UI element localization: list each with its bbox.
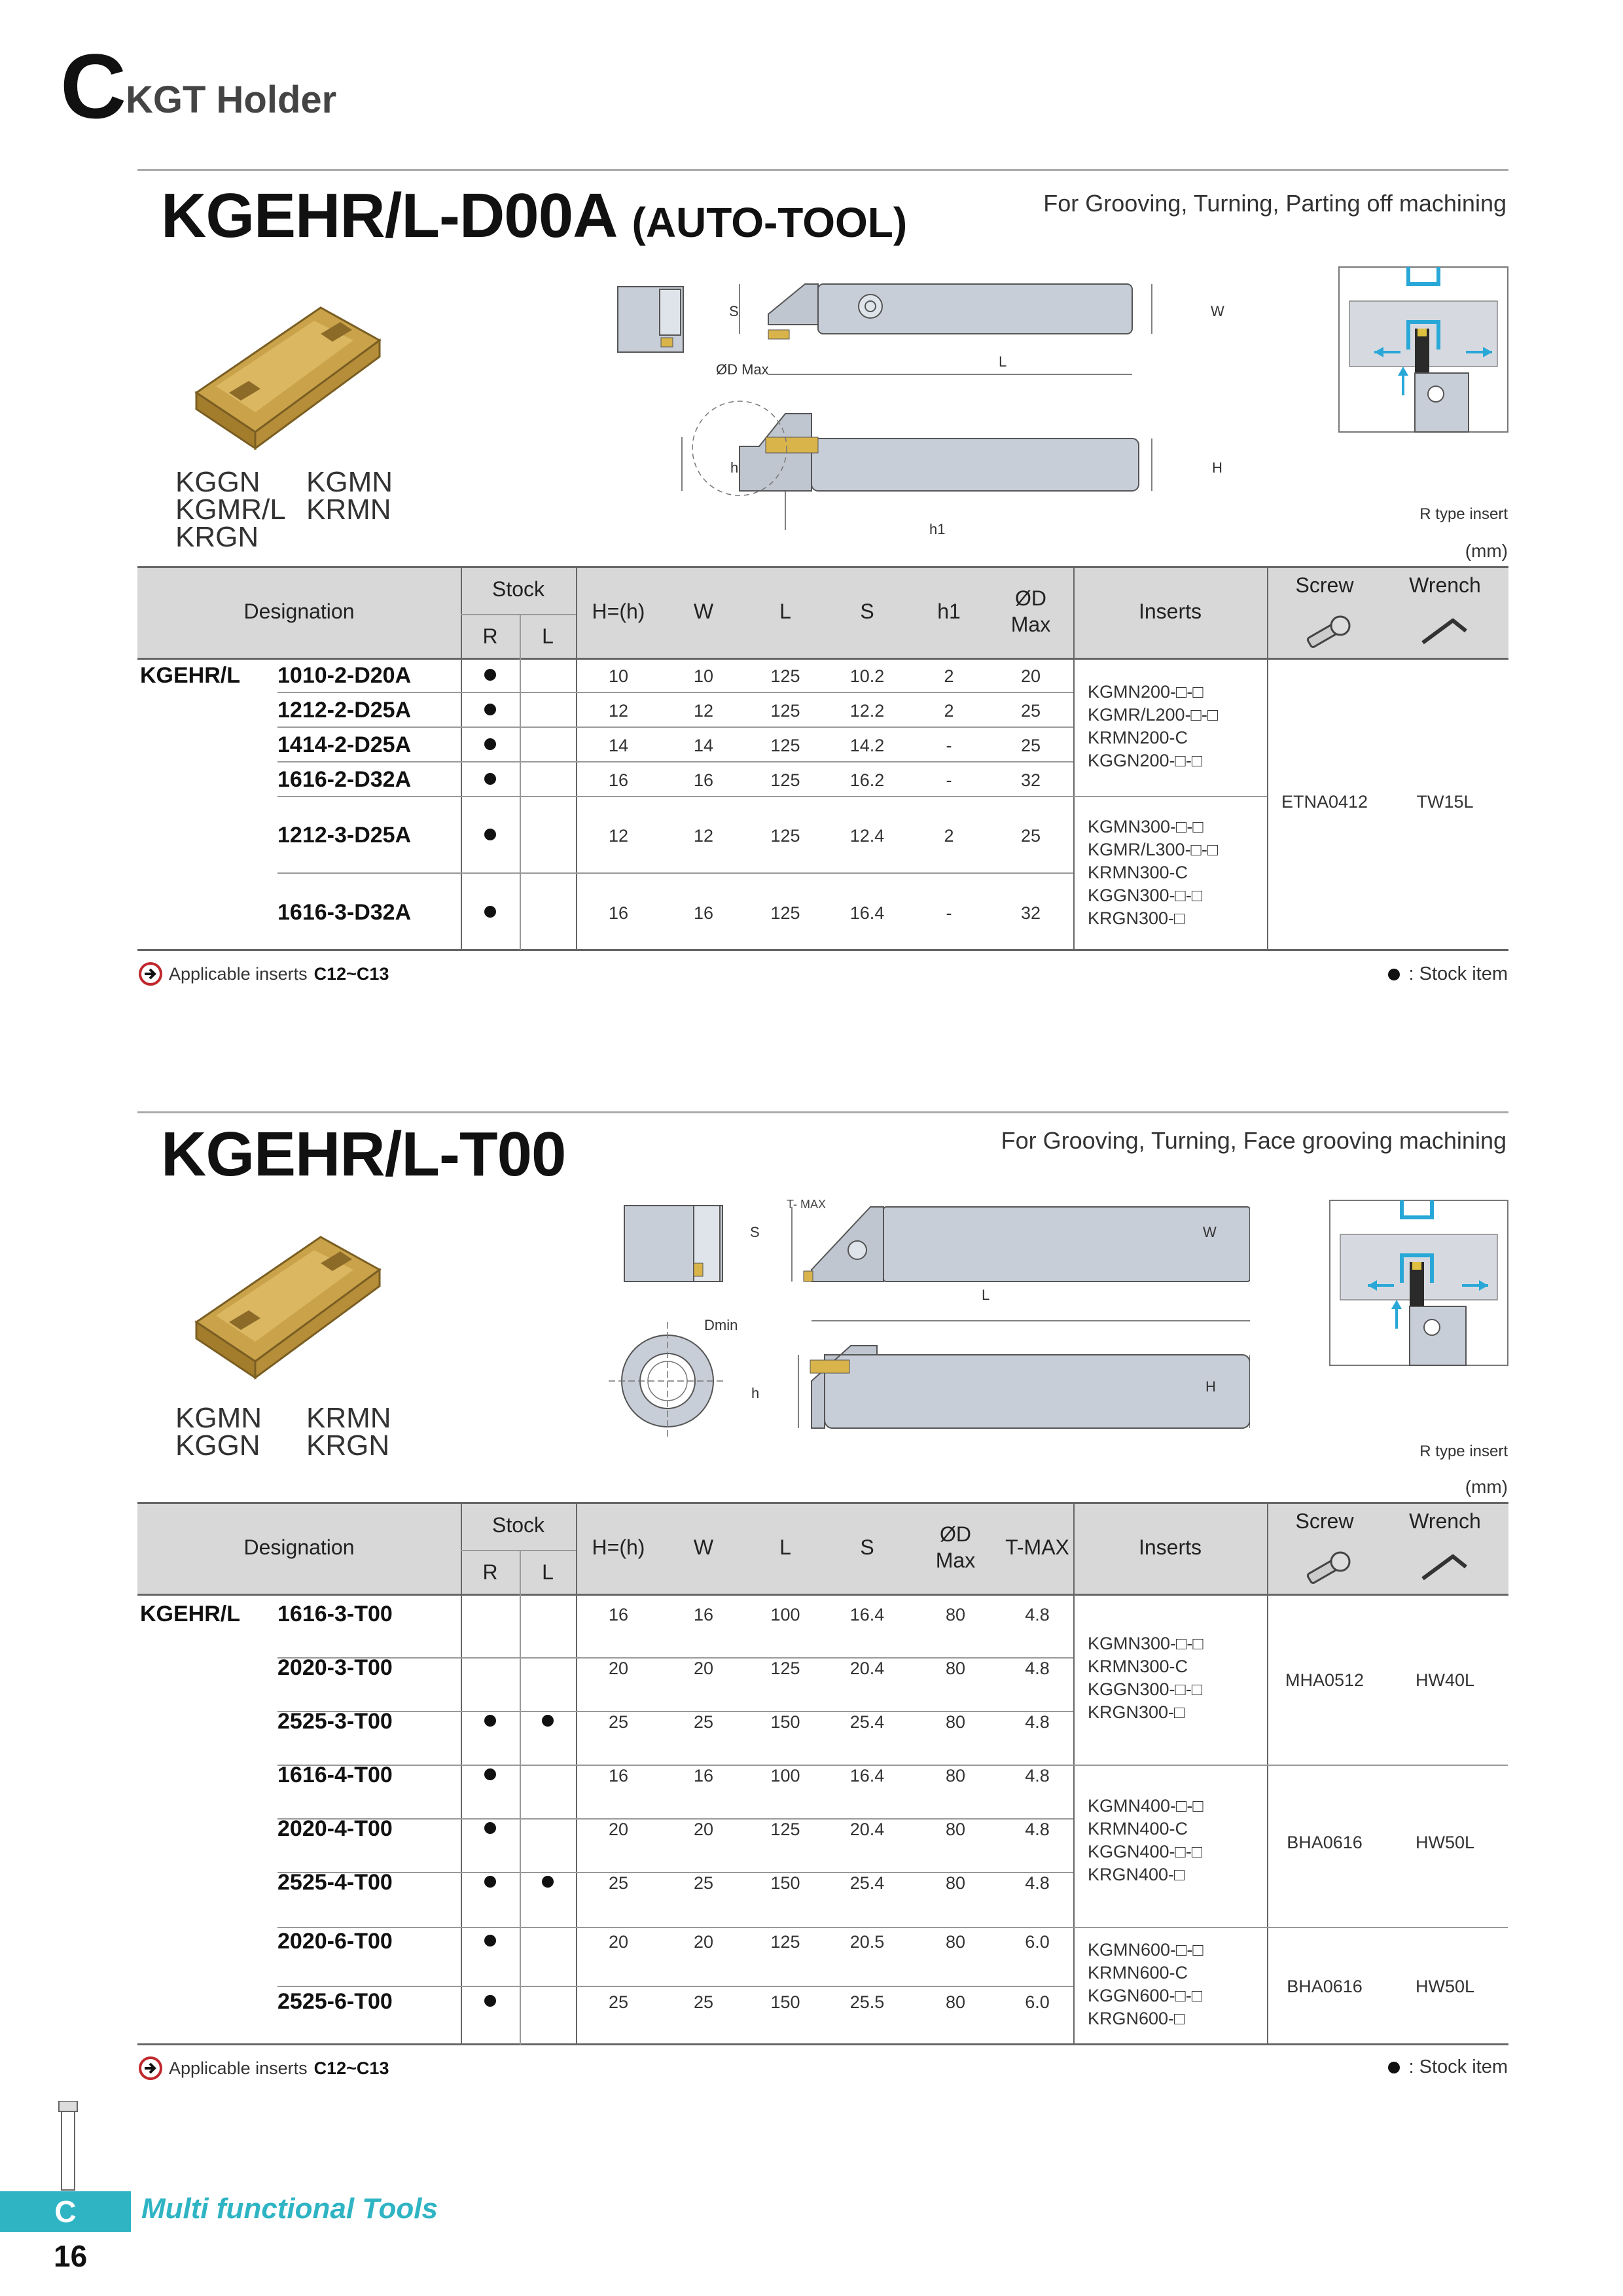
- designation-code: 1616-2-D32A: [277, 767, 412, 792]
- unit-label: (mm): [1465, 1477, 1508, 1497]
- table-cell: -: [946, 736, 952, 755]
- col-l: L: [779, 1535, 791, 1559]
- table-cell: 16: [608, 903, 629, 923]
- table-cell: 16: [693, 770, 714, 790]
- dim-label-tmax: T- MAX: [787, 1198, 827, 1211]
- insert-code: KGMN600-□-□: [1088, 1940, 1204, 1960]
- tool-thumbnail-icon: [55, 2101, 81, 2193]
- stock-dot-icon: [1388, 969, 1400, 980]
- insert-code: KGGN600-□-□: [1088, 1986, 1203, 2005]
- insert-code: KRMN300-C: [1088, 863, 1188, 882]
- table-cell: 20.5: [849, 1932, 885, 1952]
- table-cell: 20: [608, 1932, 629, 1952]
- applicable-inserts-note: [139, 962, 389, 986]
- section1-title: [161, 181, 908, 251]
- col-inserts: Inserts: [1138, 1535, 1202, 1559]
- insert-code: KGGN400-□-□: [1088, 1842, 1203, 1861]
- insert-code: KRMN300-C: [1088, 1657, 1188, 1676]
- table-cell: 25: [1020, 826, 1041, 846]
- designation-code: 1010-2-D20A: [277, 663, 412, 688]
- wrench-code: HW40L: [1415, 1670, 1475, 1690]
- table-cell: 25: [608, 1712, 629, 1732]
- table-cell: 20: [693, 1659, 714, 1678]
- chapter-tab[interactable]: C: [0, 2191, 131, 2232]
- table-cell: 32: [1020, 770, 1041, 790]
- table-cell: 2: [944, 701, 954, 721]
- section2-purpose: For Grooving, Turning, Face grooving machining: [1001, 1127, 1507, 1154]
- table-cell: 16: [693, 1605, 714, 1624]
- table-cell: 4.8: [1025, 1820, 1050, 1839]
- section1-purpose: For Grooving, Turning, Parting off machining: [1043, 190, 1507, 217]
- designation-code: 2020-4-T00: [277, 1816, 393, 1841]
- insert-label: KGMN: [175, 1402, 262, 1434]
- insertion-view: [1329, 1199, 1509, 1367]
- table-cell: 20: [608, 1659, 629, 1678]
- stock-dot-icon: [484, 906, 496, 918]
- col-w: W: [693, 1535, 714, 1559]
- table-cell: 125: [770, 666, 800, 686]
- stock-dot-icon: [542, 1715, 554, 1727]
- arrow-circle-icon: [139, 962, 162, 986]
- table-cell: 12.2: [849, 701, 885, 721]
- table-cell: -: [946, 903, 952, 923]
- table-cell: 25: [1020, 701, 1041, 721]
- col-dmax: ØD: [940, 1522, 971, 1546]
- stock-legend: [1388, 963, 1508, 985]
- designation-code: 2525-4-T00: [277, 1870, 393, 1895]
- note-label: Applicable inserts: [169, 963, 308, 984]
- insert-code: KRGN400-□: [1088, 1865, 1185, 1884]
- table-cell: -: [946, 770, 952, 790]
- table-cell: 125: [770, 1659, 800, 1678]
- table-cell: 16: [608, 770, 629, 790]
- designation-code: 2020-6-T00: [277, 1929, 393, 1954]
- table-cell: 25.5: [849, 1992, 885, 2012]
- insert-label: KRGN: [306, 1429, 390, 1462]
- section1-title-sub: (AUTO-TOOL): [632, 199, 908, 246]
- table-cell: 16.2: [849, 770, 885, 790]
- insert-label: KRMN: [306, 493, 391, 526]
- col-stock: Stock: [491, 577, 545, 601]
- legend-text: : Stock item: [1408, 963, 1508, 984]
- table-cell: 4.8: [1025, 1766, 1050, 1785]
- table-cell: 25: [693, 1712, 714, 1732]
- table-cell: 16: [608, 1766, 629, 1785]
- table-cell: 14.2: [849, 736, 885, 755]
- col-s: S: [860, 1535, 874, 1559]
- table-cell: 25: [693, 1873, 714, 1893]
- dim-label-s: S: [750, 1224, 760, 1240]
- table-cell: 20.4: [849, 1820, 885, 1839]
- col-stock-r: R: [482, 1560, 498, 1584]
- col-screw: Screw: [1295, 573, 1354, 597]
- table-cell: 80: [945, 1820, 966, 1839]
- table-cell: 4.8: [1025, 1605, 1050, 1624]
- col-h: H=(h): [592, 600, 645, 623]
- table-cell: 150: [770, 1712, 800, 1732]
- stock-legend: [1388, 2056, 1508, 2078]
- table-cell: 80: [945, 1932, 966, 1952]
- chapter-letter: C: [60, 35, 124, 137]
- table-cell: 80: [945, 1605, 966, 1624]
- rtype-caption: R type insert: [1419, 505, 1508, 523]
- insert-code: KRMN400-C: [1088, 1819, 1188, 1839]
- designation-prefix: KGEHR/L: [140, 1602, 240, 1626]
- col-h1: h1: [937, 600, 961, 623]
- insert-label: KRMN: [306, 1402, 391, 1434]
- table-cell: 125: [770, 1932, 800, 1952]
- designation-code: 2525-6-T00: [277, 1989, 393, 2014]
- table-cell: 10: [693, 666, 714, 686]
- insert-code: KRGN600-□: [1088, 2009, 1185, 2028]
- stock-dot-icon: [484, 704, 496, 715]
- table-cell: 6.0: [1025, 1992, 1050, 2012]
- insert-code: KGMR/L300-□-□: [1088, 840, 1219, 859]
- col-w: W: [693, 600, 714, 623]
- col-screw: Screw: [1295, 1509, 1354, 1533]
- insert-image: [190, 301, 393, 452]
- rtype-caption: R type insert: [1419, 1443, 1508, 1460]
- table-cell: 20.4: [849, 1659, 885, 1678]
- table-cell: 12: [608, 826, 629, 846]
- col-h: H=(h): [592, 1535, 645, 1559]
- note-label: Applicable inserts: [169, 2058, 308, 2078]
- insert-code: KGGN300-□-□: [1088, 886, 1203, 905]
- table-cell: 16.4: [849, 1766, 885, 1785]
- table-cell: 14: [608, 736, 629, 755]
- insert-label: KGGN: [175, 466, 260, 498]
- stock-dot-icon: [484, 1822, 496, 1834]
- dim-label-l: L: [999, 353, 1007, 370]
- table-cell: 16: [693, 1766, 714, 1785]
- note-pages[interactable]: C12~C13: [313, 963, 389, 984]
- designation-code: 2525-3-T00: [277, 1709, 393, 1734]
- designation-code: 2020-3-T00: [277, 1655, 393, 1680]
- insertion-view: [1338, 266, 1509, 433]
- table-cell: 125: [770, 770, 800, 790]
- table-cell: 80: [945, 1992, 966, 2012]
- table-cell: 20: [1020, 666, 1041, 686]
- table-cell: 2: [944, 666, 954, 686]
- table-cell: 12: [608, 701, 629, 721]
- dim-label-hh: H: [1212, 459, 1222, 476]
- col-designation: Designation: [243, 1535, 355, 1559]
- screw-code: ETNA0412: [1281, 792, 1368, 812]
- insert-label: KGMR/L: [175, 493, 286, 526]
- dim-label-w: W: [1211, 303, 1224, 319]
- table-cell: 4.8: [1025, 1873, 1050, 1893]
- table-cell: 80: [945, 1712, 966, 1732]
- table-cell: 2: [944, 826, 954, 846]
- dim-label-l: L: [982, 1287, 990, 1303]
- page-number: 16: [54, 2239, 88, 2273]
- table-cell: 125: [770, 1820, 800, 1839]
- designation-code: 1414-2-D25A: [277, 732, 412, 757]
- footer-section-title: Multi functional Tools: [141, 2193, 438, 2225]
- table-cell: 80: [945, 1766, 966, 1785]
- designation-code: 1616-3-T00: [277, 1602, 393, 1626]
- chapter-title: KGT Holder: [126, 79, 337, 121]
- wrench-code: TW15L: [1416, 792, 1474, 812]
- applicable-inserts-note: [139, 2056, 389, 2080]
- insert-code: KRGN300-□: [1088, 908, 1185, 928]
- insert-code: KRGN300-□: [1088, 1702, 1185, 1722]
- col-stock: Stock: [491, 1513, 545, 1537]
- table-cell: 25: [693, 1992, 714, 2012]
- screw-code: MHA0512: [1285, 1670, 1364, 1690]
- table-cell: 25: [1020, 736, 1041, 755]
- col-wrench: Wrench: [1409, 1509, 1481, 1533]
- table-cell: 125: [770, 736, 800, 755]
- dim-label-h: h: [730, 459, 739, 476]
- table-cell: 32: [1020, 903, 1041, 923]
- stock-dot-icon: [484, 1995, 496, 2007]
- holder-drawing: [596, 1198, 1250, 1460]
- stock-dot-icon: [484, 669, 496, 681]
- table-cell: 150: [770, 1992, 800, 2012]
- dim-label-w: W: [1203, 1224, 1217, 1240]
- table-cell: 80: [945, 1873, 966, 1893]
- unit-label: (mm): [1465, 541, 1508, 561]
- screw-code: BHA0616: [1287, 1833, 1363, 1852]
- designation-code: 1616-4-T00: [277, 1763, 393, 1787]
- section1-top-rule: [137, 169, 1508, 171]
- insert-label: KRGN: [175, 521, 259, 553]
- table-header-border: [137, 658, 1508, 660]
- insert-code: KGMN200-□-□: [1088, 682, 1204, 702]
- holder-drawing: [609, 275, 1263, 550]
- stock-dot-icon: [484, 738, 496, 750]
- table-top-border: [137, 566, 1508, 568]
- col-dmax-max: Max: [935, 1549, 976, 1572]
- table-cell: 14: [693, 736, 714, 755]
- table-cell: 12: [693, 826, 714, 846]
- legend-text: : Stock item: [1408, 2056, 1508, 2077]
- table-cell: 100: [770, 1766, 800, 1785]
- insert-code: KGMN300-□-□: [1088, 1634, 1204, 1653]
- section2-top-rule: [137, 1111, 1508, 1113]
- table-cell: 125: [770, 826, 800, 846]
- designation-code: 1616-3-D32A: [277, 900, 412, 925]
- table-cell: 80: [945, 1659, 966, 1678]
- table-cell: 20: [608, 1820, 629, 1839]
- dim-label-h: h: [751, 1385, 760, 1401]
- col-inserts: Inserts: [1138, 600, 1202, 623]
- stock-dot-icon: [542, 1876, 554, 1888]
- wrench-code: HW50L: [1415, 1977, 1475, 1996]
- col-stock-l: L: [542, 624, 554, 648]
- table-cell: 16.4: [849, 1605, 885, 1624]
- col-s: S: [860, 600, 874, 623]
- dim-label-dmax: ØD Max: [716, 361, 769, 378]
- section2-title: KGEHR/L-T00: [161, 1119, 566, 1189]
- table-cell: 16.4: [849, 903, 885, 923]
- stock-dot-icon: [484, 773, 496, 785]
- table-cell: 16: [608, 1605, 629, 1624]
- table-cell: 4.8: [1025, 1659, 1050, 1678]
- table-cell: 150: [770, 1873, 800, 1893]
- insert-code: KGMN300-□-□: [1088, 817, 1204, 836]
- designation-prefix: KGEHR/L: [140, 663, 240, 688]
- stock-dot-icon: [484, 1876, 496, 1888]
- stock-dot-icon: [484, 1768, 496, 1780]
- screw-icon: [1302, 1549, 1355, 1588]
- col-dmax-max: Max: [1010, 613, 1051, 636]
- section1-title-main: KGEHR/L-D00A: [161, 181, 615, 251]
- dim-label-hh: H: [1205, 1378, 1216, 1395]
- insert-image: [190, 1230, 393, 1381]
- dim-label-dmin: Dmin: [704, 1317, 738, 1333]
- wrench-icon: [1419, 613, 1471, 652]
- arrow-circle-icon: [139, 2056, 162, 2080]
- table-cell: 20: [693, 1932, 714, 1952]
- wrench-code: HW50L: [1415, 1833, 1475, 1852]
- note-pages[interactable]: C12~C13: [313, 2058, 389, 2078]
- col-designation: Designation: [243, 600, 355, 623]
- col-tmax: T-MAX: [1005, 1535, 1069, 1559]
- stock-dot-icon: [484, 1935, 496, 1946]
- table-cell: 100: [770, 1605, 800, 1624]
- table-cell: 125: [770, 701, 800, 721]
- table-cell: 125: [770, 903, 800, 923]
- insert-code: KGGN200-□-□: [1088, 751, 1203, 770]
- screw-icon: [1302, 613, 1355, 652]
- wrench-icon: [1419, 1549, 1471, 1588]
- table-bottom-border: [137, 949, 1508, 951]
- insert-code: KGMR/L200-□-□: [1088, 705, 1219, 725]
- dim-label-h1: h1: [929, 521, 946, 537]
- insert-code: KRMN200-C: [1088, 728, 1188, 747]
- col-wrench: Wrench: [1409, 573, 1481, 597]
- designation-code: 1212-3-D25A: [277, 823, 412, 848]
- stock-dot-icon: [484, 829, 496, 840]
- col-stock-r: R: [482, 624, 498, 648]
- table-cell: 20: [693, 1820, 714, 1839]
- insert-label: KGMN: [306, 466, 393, 498]
- table-cell: 10.2: [849, 666, 885, 686]
- table-cell: 12.4: [849, 826, 885, 846]
- insert-label: KGGN: [175, 1429, 260, 1462]
- stock-dot-icon: [484, 1715, 496, 1727]
- stock-dot-icon: [1388, 2062, 1400, 2073]
- table-cell: 25.4: [849, 1712, 885, 1732]
- col-dmax: ØD: [1015, 586, 1046, 610]
- table-cell: 4.8: [1025, 1712, 1050, 1732]
- col-stock-l: L: [542, 1560, 554, 1584]
- table-cell: 10: [608, 666, 629, 686]
- insert-code: KRMN600-C: [1088, 1963, 1188, 1982]
- designation-code: 1212-2-D25A: [277, 698, 412, 723]
- insert-code: KGGN300-□-□: [1088, 1679, 1203, 1699]
- table-cell: 12: [693, 701, 714, 721]
- screw-code: BHA0616: [1287, 1977, 1363, 1996]
- dim-label-s: S: [729, 303, 739, 319]
- table-cell: 6.0: [1025, 1932, 1050, 1952]
- col-l: L: [779, 600, 791, 623]
- table-cell: 25: [608, 1992, 629, 2012]
- insert-code: KGMN400-□-□: [1088, 1796, 1204, 1816]
- table-cell: 25: [608, 1873, 629, 1893]
- table-cell: 25.4: [849, 1873, 885, 1893]
- table-cell: 16: [693, 903, 714, 923]
